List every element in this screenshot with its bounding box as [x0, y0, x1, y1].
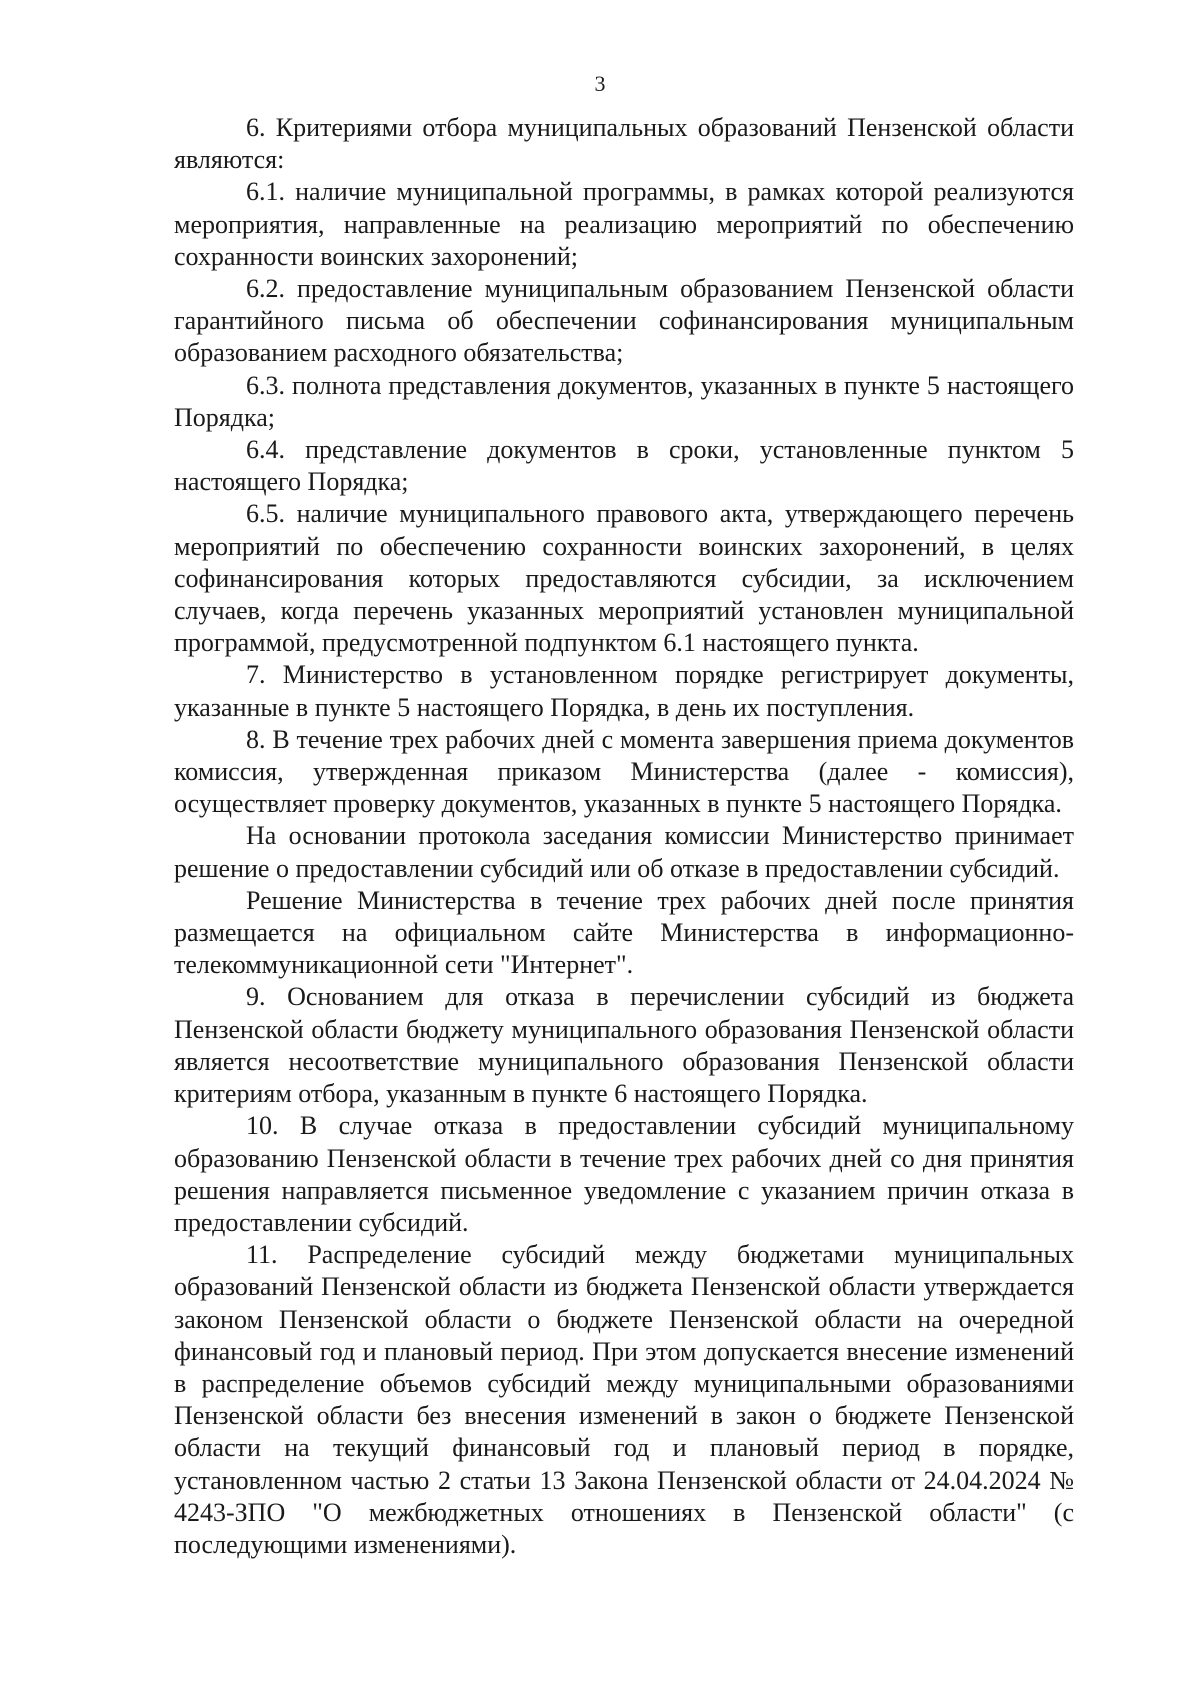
- paragraph-6-1: 6.1. наличие муниципальной программы, в рамках которой реализуются мероприятия, направленные на реализацию мероприятий по обеспечению сохранности воинских захоронений;: [174, 177, 1074, 271]
- paragraph-7: 7. Министерство в установленном порядке регистрирует документы, указанные в пункте 5 настоящего Порядка, в день их поступления.: [174, 660, 1074, 722]
- paragraph-8-publication: Решение Министерства в течение трех рабочих дней после принятия размещается на официальном сайте Министерства в информационно-телекоммуникационной сети "Интернет".: [174, 885, 1074, 980]
- paragraph-6: 6. Критериями отбора муниципальных образований Пензенской области являются:: [174, 113, 1074, 175]
- paragraph-9: 9. Основанием для отказа в перечислении субсидий из бюджета Пензенской области бюджету муниципального образования Пензенской области является несоответствие муниципального образования Пензенской области критериям отбора, указанным в пункте 6 настоящего Порядка.: [174, 982, 1074, 1109]
- paragraph-6-2: 6.2. предоставление муниципальным образованием Пензенской области гарантийного письма об обеспечении софинансирования муниципальным образованием расходного обязательства;: [174, 274, 1074, 368]
- paragraph-6-3: 6.3. полнота представления документов, указанных в пункте 5 настоящего Порядка;: [174, 370, 1074, 432]
- page-number: 3: [594, 71, 606, 96]
- paragraph-6-4: 6.4. представление документов в сроки, установленные пунктом 5 настоящего Порядка;: [174, 435, 1074, 497]
- paragraph-11: 11. Распределение субсидий между бюджетами муниципальных образований Пензенской области из бюджета Пензенской области утверждается законом Пензенской области о бюджете Пензенской области на очередной финансовый год и плановый период. При этом допускается внесение изменений в распределение объемов субсидий между муниципальными образованиями Пензенской области без внесения изменений в закон о бюджете Пензенской области на текущий финансовый год и плановый период в порядке, установленном частью 2 статьи 13 Закона Пензенской области от 24.04.2024 № 4243-ЗПО "О межбюджетных отношениях в Пензенской области" (с последующими изменениями).: [174, 1240, 1074, 1559]
- document-body: [174, 112, 1074, 1561]
- paragraph-8: 8. В течение трех рабочих дней с момента завершения приема документов комиссия, утвержденная приказом Министерства (далее - комиссия), осуществляет проверку документов, указанных в пункте 5 настоящего Порядка.: [174, 724, 1074, 819]
- paragraph-6-5: 6.5. наличие муниципального правового акта, утверждающего перечень мероприятий по обеспечению сохранности воинских захоронений, в целях софинансирования которых предоставляются субсидии, за исключением случаев, когда перечень указанных мероприятий установлен муниципальной программой, предусмотренной подпунктом 6.1 настоящего пункта.: [174, 499, 1074, 658]
- paragraph-10: 10. В случае отказа в предоставлении субсидий муниципальному образованию Пензенской области в течение трех рабочих дней со дня принятия решения направляется письменное уведомление с указанием причин отказа в предоставлении субсидий.: [174, 1111, 1074, 1237]
- paragraph-8-decision: На основании протокола заседания комиссии Министерство принимает решение о предоставлении субсидий или об отказе в предоставлении субсидий.: [174, 821, 1074, 883]
